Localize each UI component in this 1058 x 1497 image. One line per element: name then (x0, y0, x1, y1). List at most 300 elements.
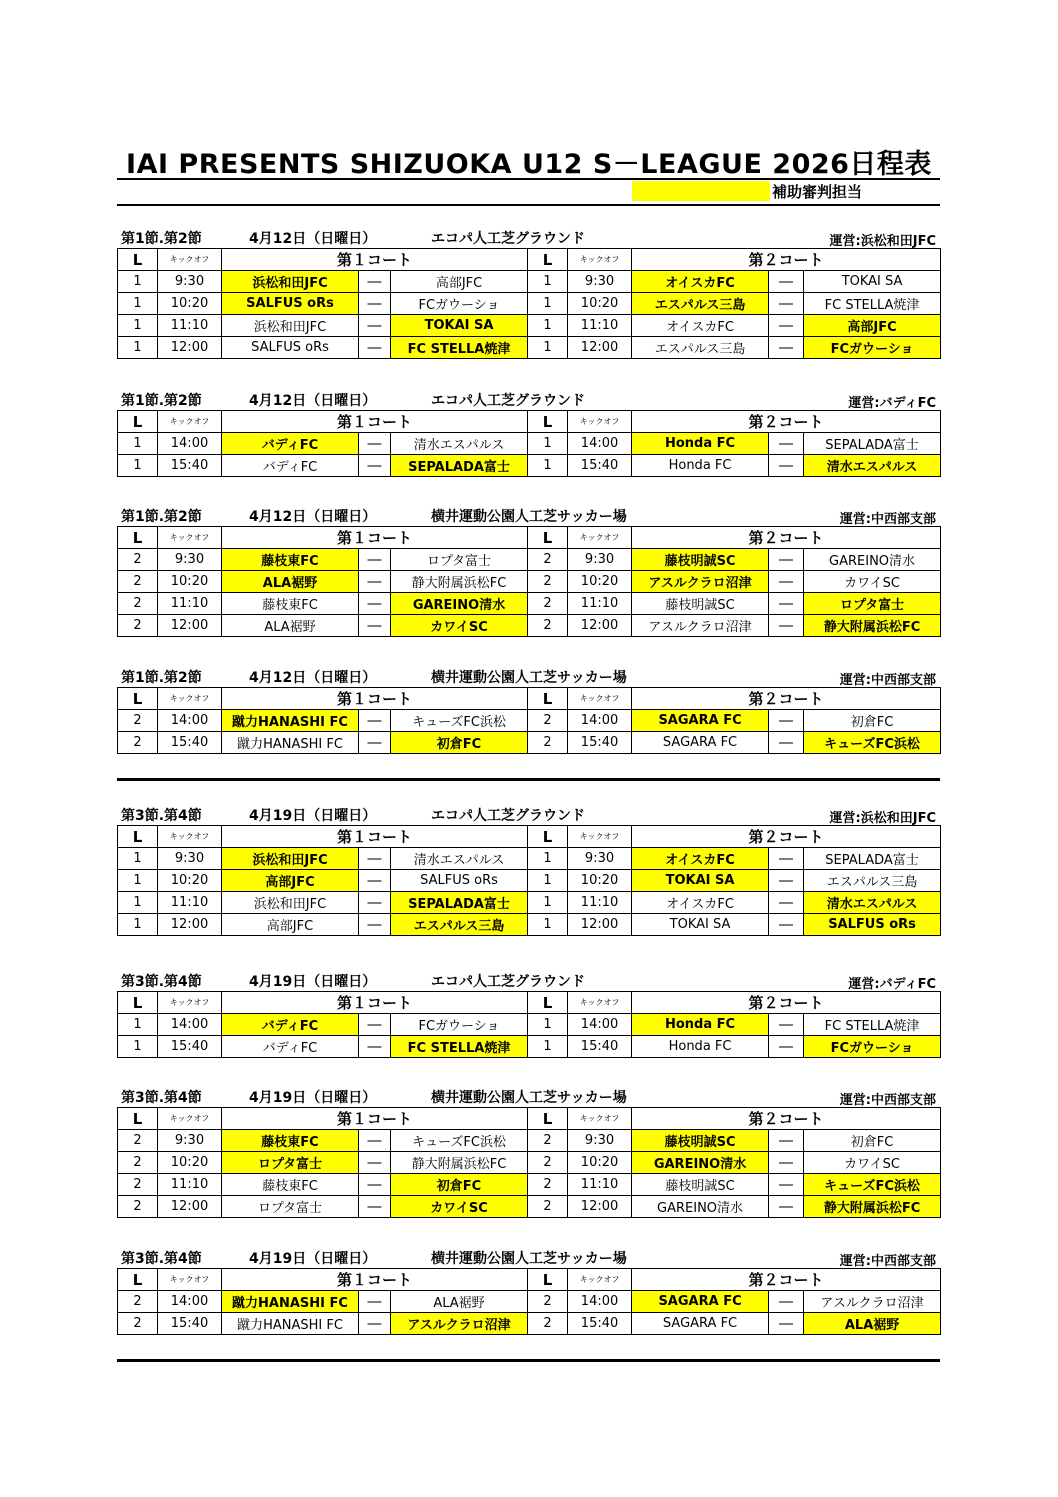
away-team: 清水エスパルス (391, 848, 528, 870)
section-operator: 運営:中西部支部 (839, 1093, 936, 1108)
home-team: バディFC (222, 1014, 359, 1036)
page-title: IAI PRESENTS SHIZUOKA U12 S－LEAGUE 2026日程表 (126, 149, 932, 180)
away-team: ロプタ富士 (391, 549, 528, 571)
match-row (118, 337, 941, 359)
vs-dash: ― (769, 337, 804, 359)
section-round: 第3節.第4節 (121, 974, 202, 990)
col-l: L (528, 688, 568, 710)
away-team: アスルクラロ沼津 (391, 1313, 528, 1335)
level-cell: 1 (118, 892, 158, 914)
away-team: 初倉FC (804, 710, 941, 732)
court2-header: 第２コート (632, 826, 941, 848)
away-team: カワイSC (391, 615, 528, 637)
level-cell: 2 (528, 593, 568, 615)
level-cell: 1 (528, 271, 568, 293)
away-team: 初倉FC (391, 732, 528, 754)
home-team: 浜松和田JFC (222, 848, 359, 870)
away-team: 清水エスパルス (804, 455, 941, 477)
away-team: FC STELLA焼津 (804, 293, 941, 315)
col-l: L (118, 527, 158, 549)
section-header (117, 386, 940, 410)
court2-header: 第２コート (632, 411, 941, 433)
col-l: L (528, 411, 568, 433)
col-kickoff: キックオフ (568, 1108, 632, 1130)
schedule-table (117, 687, 941, 754)
vs-dash: ― (359, 593, 391, 615)
level-cell: 2 (118, 549, 158, 571)
away-team: GAREINO清水 (391, 593, 528, 615)
kickoff-time: 10:20 (568, 1152, 632, 1174)
kickoff-time: 11:10 (568, 593, 632, 615)
vs-dash: ― (359, 293, 391, 315)
vs-dash: ― (769, 1174, 804, 1196)
legend-label: 補助審判担当 (772, 183, 863, 201)
section-round: 第1節.第2節 (121, 670, 202, 686)
kickoff-time: 15:40 (568, 1036, 632, 1058)
match-row (118, 549, 941, 571)
away-team: 初倉FC (391, 1174, 528, 1196)
home-team: TOKAI SA (632, 870, 769, 892)
match-row (118, 914, 941, 936)
vs-dash: ― (769, 615, 804, 637)
home-team: SAGARA FC (632, 1291, 769, 1313)
vs-dash: ― (769, 892, 804, 914)
home-team: 浜松和田JFC (222, 271, 359, 293)
home-team: ロプタ富士 (222, 1152, 359, 1174)
level-cell: 2 (118, 1196, 158, 1218)
level-cell: 1 (528, 293, 568, 315)
home-team: 藤枝東FC (222, 1174, 359, 1196)
kickoff-time: 10:20 (568, 870, 632, 892)
home-team: アスルクラロ沼津 (632, 615, 769, 637)
match-row (118, 593, 941, 615)
level-cell: 1 (528, 870, 568, 892)
home-team: 蹴力HANASHI FC (222, 1291, 359, 1313)
away-team: キューズFC浜松 (391, 1130, 528, 1152)
kickoff-time: 9:30 (568, 271, 632, 293)
vs-dash: ― (359, 315, 391, 337)
bottom-rule (117, 1359, 940, 1362)
away-team: TOKAI SA (804, 271, 941, 293)
away-team: ALA裾野 (804, 1313, 941, 1335)
level-cell: 1 (118, 271, 158, 293)
level-cell: 1 (118, 914, 158, 936)
court2-header: 第２コート (632, 249, 941, 271)
vs-dash: ― (359, 1014, 391, 1036)
vs-dash: ― (769, 1014, 804, 1036)
kickoff-time: 12:00 (568, 337, 632, 359)
section-round: 第3節.第4節 (121, 1251, 202, 1267)
kickoff-time: 15:40 (568, 455, 632, 477)
kickoff-time: 9:30 (568, 549, 632, 571)
match-row (118, 615, 941, 637)
level-cell: 1 (118, 433, 158, 455)
vs-dash: ― (769, 433, 804, 455)
match-row (118, 1174, 941, 1196)
away-team: FCガウーショ (804, 337, 941, 359)
section-header (117, 967, 940, 991)
kickoff-time: 9:30 (568, 848, 632, 870)
home-team: 藤枝明誠SC (632, 593, 769, 615)
col-l: L (118, 411, 158, 433)
section-venue: エコパ人工芝グラウンド (431, 393, 585, 409)
match-row (118, 1313, 941, 1335)
schedule-table (117, 410, 941, 477)
home-team: 浜松和田JFC (222, 315, 359, 337)
kickoff-time: 15:40 (158, 1036, 222, 1058)
col-l: L (528, 249, 568, 271)
legend-swatch (632, 181, 770, 201)
level-cell: 2 (528, 732, 568, 754)
court1-header: 第１コート (222, 1269, 528, 1291)
vs-dash: ― (769, 1130, 804, 1152)
section-venue: 横井運動公園人工芝サッカー場 (431, 670, 627, 686)
vs-dash: ― (769, 710, 804, 732)
vs-dash: ― (769, 870, 804, 892)
vs-dash: ― (359, 615, 391, 637)
vs-dash: ― (769, 455, 804, 477)
kickoff-time: 9:30 (158, 1130, 222, 1152)
home-team: ALA裾野 (222, 615, 359, 637)
section-venue: 横井運動公園人工芝サッカー場 (431, 1251, 627, 1267)
vs-dash: ― (769, 315, 804, 337)
col-kickoff: キックオフ (158, 411, 222, 433)
level-cell: 1 (118, 337, 158, 359)
kickoff-time: 10:20 (568, 571, 632, 593)
match-row (118, 315, 941, 337)
match-row (118, 848, 941, 870)
home-team: SAGARA FC (632, 1313, 769, 1335)
col-l: L (528, 826, 568, 848)
away-team: エスパルス三島 (804, 870, 941, 892)
vs-dash: ― (359, 455, 391, 477)
vs-dash: ― (769, 914, 804, 936)
match-row (118, 293, 941, 315)
col-l: L (118, 688, 158, 710)
vs-dash: ― (769, 848, 804, 870)
col-kickoff: キックオフ (568, 249, 632, 271)
level-cell: 2 (118, 615, 158, 637)
home-team: 高部JFC (222, 914, 359, 936)
away-team: カワイSC (391, 1196, 528, 1218)
vs-dash: ― (769, 593, 804, 615)
col-l: L (118, 1269, 158, 1291)
level-cell: 1 (528, 1014, 568, 1036)
away-team: FC STELLA焼津 (804, 1014, 941, 1036)
level-cell: 2 (118, 1174, 158, 1196)
match-row (118, 271, 941, 293)
vs-dash: ― (359, 732, 391, 754)
section-operator: 運営:バディFC (848, 396, 936, 411)
court1-header: 第１コート (222, 249, 528, 271)
section-round: 第3節.第4節 (121, 1090, 202, 1106)
col-l: L (528, 527, 568, 549)
kickoff-time: 11:10 (158, 1174, 222, 1196)
col-kickoff: キックオフ (568, 411, 632, 433)
col-kickoff: キックオフ (158, 992, 222, 1014)
level-cell: 1 (528, 892, 568, 914)
col-l: L (118, 1108, 158, 1130)
level-cell: 1 (118, 1014, 158, 1036)
away-team: 静大附属浜松FC (804, 615, 941, 637)
kickoff-time: 15:40 (158, 732, 222, 754)
home-team: SALFUS oRs (222, 337, 359, 359)
away-team: カワイSC (804, 1152, 941, 1174)
away-team: カワイSC (804, 571, 941, 593)
home-team: アスルクラロ沼津 (632, 571, 769, 593)
kickoff-time: 12:00 (158, 1196, 222, 1218)
level-cell: 1 (118, 870, 158, 892)
away-team: 高部JFC (804, 315, 941, 337)
away-team: FC STELLA焼津 (391, 337, 528, 359)
level-cell: 2 (118, 571, 158, 593)
level-cell: 1 (528, 455, 568, 477)
col-kickoff: キックオフ (158, 1269, 222, 1291)
kickoff-time: 10:20 (158, 870, 222, 892)
col-kickoff: キックオフ (568, 527, 632, 549)
away-team: キューズFC浜松 (391, 710, 528, 732)
vs-dash: ― (359, 571, 391, 593)
kickoff-time: 14:00 (568, 1014, 632, 1036)
section-date: 4月19日（日曜日） (249, 974, 377, 990)
section-venue: エコパ人工芝グラウンド (431, 808, 585, 824)
vs-dash: ― (769, 1152, 804, 1174)
away-team: 高部JFC (391, 271, 528, 293)
away-team: 清水エスパルス (804, 892, 941, 914)
section-date: 4月19日（日曜日） (249, 1090, 377, 1106)
kickoff-time: 14:00 (568, 710, 632, 732)
level-cell: 2 (118, 1313, 158, 1335)
vs-dash: ― (359, 1036, 391, 1058)
home-team: オイスカFC (632, 315, 769, 337)
away-team: FCガウーショ (804, 1036, 941, 1058)
section-venue: エコパ人工芝グラウンド (431, 231, 585, 247)
kickoff-time: 12:00 (568, 914, 632, 936)
col-kickoff: キックオフ (568, 992, 632, 1014)
kickoff-time: 14:00 (158, 1014, 222, 1036)
vs-dash: ― (769, 571, 804, 593)
home-team: オイスカFC (632, 892, 769, 914)
schedule-table (117, 1107, 941, 1218)
section-operator: 運営:中西部支部 (839, 512, 936, 527)
home-team: バディFC (222, 455, 359, 477)
section-round: 第1節.第2節 (121, 393, 202, 409)
section-date: 4月12日（日曜日） (249, 393, 377, 409)
col-l: L (118, 249, 158, 271)
kickoff-time: 10:20 (158, 293, 222, 315)
home-team: GAREINO清水 (632, 1196, 769, 1218)
home-team: 藤枝東FC (222, 593, 359, 615)
legend-bar (117, 178, 940, 206)
vs-dash: ― (359, 1313, 391, 1335)
away-team: 初倉FC (804, 1130, 941, 1152)
away-team: SEPALADA富士 (391, 455, 528, 477)
level-cell: 2 (118, 710, 158, 732)
away-team: ロプタ富士 (804, 593, 941, 615)
kickoff-time: 11:10 (158, 593, 222, 615)
home-team: 浜松和田JFC (222, 892, 359, 914)
section-header (117, 502, 940, 526)
level-cell: 1 (528, 337, 568, 359)
level-cell: 2 (528, 1291, 568, 1313)
home-team: エスパルス三島 (632, 293, 769, 315)
section-operator: 運営:浜松和田JFC (829, 234, 936, 249)
kickoff-time: 9:30 (158, 848, 222, 870)
match-row (118, 571, 941, 593)
court1-header: 第１コート (222, 826, 528, 848)
kickoff-time: 14:00 (568, 433, 632, 455)
kickoff-time: 10:20 (158, 1152, 222, 1174)
kickoff-time: 11:10 (568, 1174, 632, 1196)
kickoff-time: 15:40 (568, 732, 632, 754)
kickoff-time: 15:40 (568, 1313, 632, 1335)
vs-dash: ― (359, 271, 391, 293)
section-round: 第1節.第2節 (121, 231, 202, 247)
col-l: L (528, 1269, 568, 1291)
kickoff-time: 14:00 (568, 1291, 632, 1313)
level-cell: 2 (528, 710, 568, 732)
vs-dash: ― (359, 337, 391, 359)
away-team: FCガウーショ (391, 293, 528, 315)
away-team: FC STELLA焼津 (391, 1036, 528, 1058)
away-team: 静大附属浜松FC (391, 1152, 528, 1174)
away-team: FCガウーショ (391, 1014, 528, 1036)
home-team: オイスカFC (632, 271, 769, 293)
vs-dash: ― (359, 710, 391, 732)
home-team: 蹴力HANASHI FC (222, 1313, 359, 1335)
match-row (118, 710, 941, 732)
level-cell: 2 (528, 1196, 568, 1218)
level-cell: 2 (528, 1152, 568, 1174)
away-team: GAREINO清水 (804, 549, 941, 571)
match-row (118, 1291, 941, 1313)
section-round: 第3節.第4節 (121, 808, 202, 824)
away-team: 静大附属浜松FC (804, 1196, 941, 1218)
vs-dash: ― (769, 549, 804, 571)
kickoff-time: 11:10 (158, 315, 222, 337)
match-row (118, 1036, 941, 1058)
away-team: ALA裾野 (391, 1291, 528, 1313)
vs-dash: ― (769, 293, 804, 315)
match-row (118, 732, 941, 754)
kickoff-time: 14:00 (158, 1291, 222, 1313)
kickoff-time: 15:40 (158, 455, 222, 477)
kickoff-time: 9:30 (568, 1130, 632, 1152)
schedule-table (117, 526, 941, 637)
col-kickoff: キックオフ (158, 249, 222, 271)
col-l: L (528, 1108, 568, 1130)
level-cell: 2 (118, 732, 158, 754)
home-team: 高部JFC (222, 870, 359, 892)
court1-header: 第１コート (222, 1108, 528, 1130)
home-team: ALA裾野 (222, 571, 359, 593)
kickoff-time: 12:00 (158, 914, 222, 936)
away-team: SEPALADA富士 (391, 892, 528, 914)
section-operator: 運営:中西部支部 (839, 1254, 936, 1269)
home-team: 藤枝明誠SC (632, 1174, 769, 1196)
schedule-table (117, 1268, 941, 1335)
section-date: 4月12日（日曜日） (249, 231, 377, 247)
vs-dash: ― (359, 1152, 391, 1174)
vs-dash: ― (769, 271, 804, 293)
round-separator (117, 778, 940, 781)
court1-header: 第１コート (222, 527, 528, 549)
kickoff-time: 14:00 (158, 433, 222, 455)
level-cell: 1 (528, 848, 568, 870)
level-cell: 1 (528, 433, 568, 455)
kickoff-time: 10:20 (568, 293, 632, 315)
home-team: 藤枝明誠SC (632, 1130, 769, 1152)
kickoff-time: 14:00 (158, 710, 222, 732)
match-row (118, 433, 941, 455)
level-cell: 2 (528, 549, 568, 571)
section-round: 第1節.第2節 (121, 509, 202, 525)
match-row (118, 455, 941, 477)
section-venue: 横井運動公園人工芝サッカー場 (431, 509, 627, 525)
section-operator: 運営:バディFC (848, 977, 936, 992)
vs-dash: ― (359, 1130, 391, 1152)
match-row (118, 1196, 941, 1218)
schedule-table (117, 248, 941, 359)
home-team: 藤枝東FC (222, 1130, 359, 1152)
vs-dash: ― (359, 549, 391, 571)
away-team: アスルクラロ沼津 (804, 1291, 941, 1313)
court2-header: 第２コート (632, 688, 941, 710)
kickoff-time: 9:30 (158, 271, 222, 293)
section-header (117, 1083, 940, 1107)
court1-header: 第１コート (222, 411, 528, 433)
away-team: SEPALADA富士 (804, 433, 941, 455)
col-kickoff: キックオフ (158, 527, 222, 549)
match-row (118, 870, 941, 892)
match-row (118, 1130, 941, 1152)
level-cell: 2 (528, 615, 568, 637)
match-row (118, 892, 941, 914)
kickoff-time: 12:00 (158, 615, 222, 637)
section-operator: 運営:浜松和田JFC (829, 811, 936, 826)
court2-header: 第２コート (632, 992, 941, 1014)
kickoff-time: 15:40 (158, 1313, 222, 1335)
home-team: GAREINO清水 (632, 1152, 769, 1174)
kickoff-time: 10:20 (158, 571, 222, 593)
home-team: SAGARA FC (632, 732, 769, 754)
home-team: Honda FC (632, 1014, 769, 1036)
col-kickoff: キックオフ (158, 1108, 222, 1130)
home-team: TOKAI SA (632, 914, 769, 936)
court2-header: 第２コート (632, 527, 941, 549)
home-team: バディFC (222, 1036, 359, 1058)
vs-dash: ― (359, 892, 391, 914)
away-team: TOKAI SA (391, 315, 528, 337)
col-l: L (118, 826, 158, 848)
level-cell: 2 (118, 593, 158, 615)
level-cell: 2 (528, 571, 568, 593)
section-venue: 横井運動公園人工芝サッカー場 (431, 1090, 627, 1106)
away-team: キューズFC浜松 (804, 1174, 941, 1196)
vs-dash: ― (769, 1291, 804, 1313)
home-team: エスパルス三島 (632, 337, 769, 359)
kickoff-time: 9:30 (158, 549, 222, 571)
col-kickoff: キックオフ (158, 688, 222, 710)
match-row (118, 1014, 941, 1036)
vs-dash: ― (359, 1196, 391, 1218)
away-team: 静大附属浜松FC (391, 571, 528, 593)
level-cell: 1 (118, 1036, 158, 1058)
home-team: Honda FC (632, 1036, 769, 1058)
level-cell: 1 (528, 315, 568, 337)
home-team: オイスカFC (632, 848, 769, 870)
section-date: 4月19日（日曜日） (249, 1251, 377, 1267)
